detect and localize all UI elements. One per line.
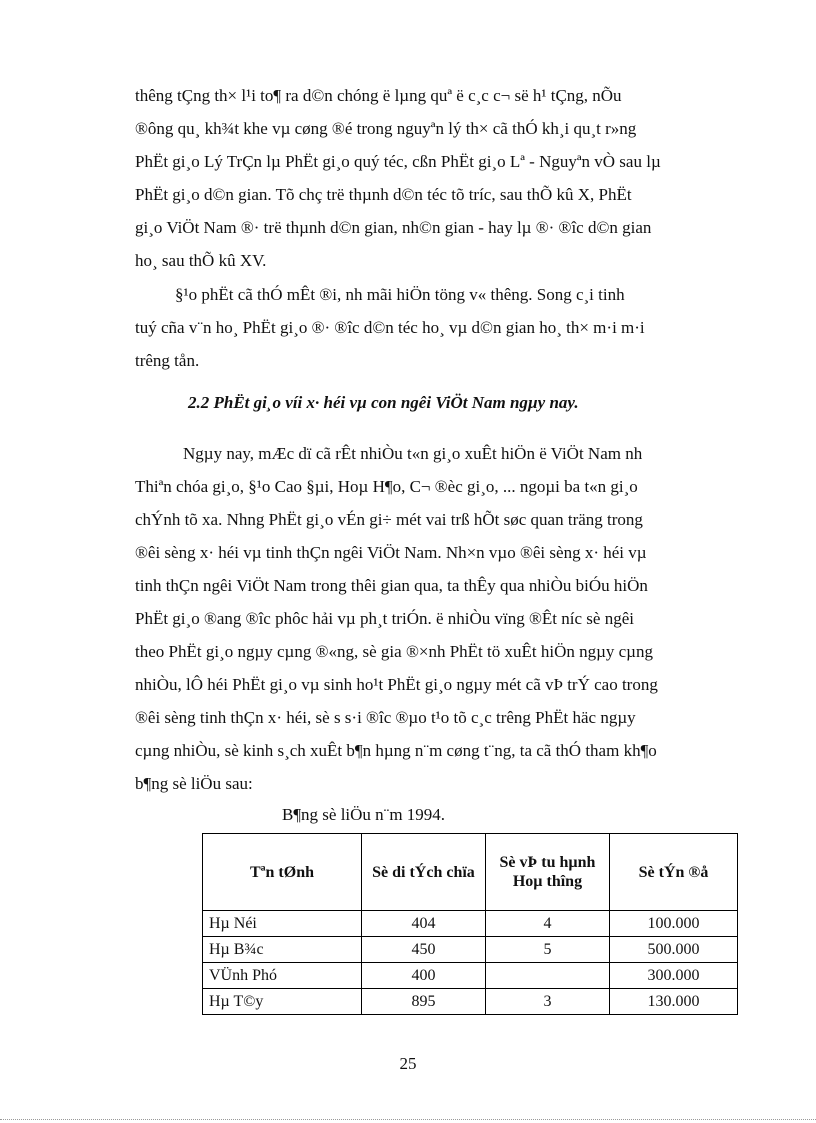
paragraph-line: Ngµy nay, mÆc dï cã rÊt nhiÒu t«n gi¸o xuÊt hiÖn ë ViÖt Nam nh	[183, 444, 643, 463]
paragraph-line: ®êi sèng tinh thÇn x· héi, sè s s·i ®îc ®µo t¹o tõ c¸c trêng PhËt häc ngµy	[135, 708, 636, 727]
page-bottom-divider	[0, 1119, 816, 1120]
cell-monks: 4	[485, 911, 609, 937]
paragraph-line: tinh thÇn ngêi ViÖt Nam trong thêi gian qua, ta thÊy qua nhiÒu biÓu hiÖn	[135, 576, 648, 595]
paragraph-line: theo PhËt gi¸o ngµy cµng ®«ng, sè gia ®×nh PhËt tö xuÊt hiÖn ngµy cµng	[135, 642, 653, 661]
cell-province: Hµ Néi	[203, 911, 362, 937]
cell-pagodas: 400	[362, 963, 486, 989]
cell-province: VÜnh Phó	[203, 963, 362, 989]
statistics-table	[202, 833, 738, 1015]
paragraph-line: PhËt gi¸o d©n gian. Tõ chç trë thµnh d©n téc tõ tríc, sau thÕ kû X, PhËt	[135, 185, 632, 204]
table-row	[203, 937, 738, 963]
header-province: Tªn tØnh	[203, 834, 362, 911]
paragraph-line: b¶ng sè liÖu sau:	[135, 774, 253, 793]
header-followers: Sè tÝn ®å	[610, 834, 738, 911]
paragraph-line: nhiÒu, lÔ héi PhËt gi¸o vµ sinh ho¹t PhËt gi¸o ngµy mét cã vÞ trÝ cao trong	[135, 675, 658, 694]
cell-monks: 3	[485, 989, 609, 1015]
section-heading: 2.2 PhËt gi¸o víi x· héi vµ con ngêi ViÖt Nam ngµy nay.	[188, 393, 579, 412]
header-pagodas: Sè di tÝch chïa	[362, 834, 486, 911]
paragraph-line: gi¸o ViÖt Nam ®· trë thµnh d©n gian, nh©n gian - hay lµ ®· ®îc d©n gian	[135, 218, 652, 237]
paragraph-1	[135, 79, 735, 277]
paragraph-3	[135, 437, 735, 800]
cell-followers: 300.000	[610, 963, 738, 989]
paragraph-line: PhËt gi¸o ®ang ®îc phôc hải vµ ph¸t triÓn. ë nhiÒu vïng ®Êt níc sè ngêi	[135, 609, 634, 628]
table-header-row	[203, 834, 738, 911]
paragraph-line: chÝnh tõ xa. Nhng PhËt gi¸o vÉn gi÷ mét vai trß hÕt søc quan träng trong	[135, 510, 643, 529]
page-number: 25	[399, 1054, 417, 1073]
paragraph-line: ®ông qu¸ kh¾t khe vµ cøng ®é trong nguyªn lý th× cã thÓ kh¸i qu¸t r»ng	[135, 119, 637, 138]
cell-followers: 500.000	[610, 937, 738, 963]
paragraph-line: tuý cña v¨n ho¸ PhËt gi¸o ®· ®îc d©n téc ho¸ vµ d©n gian ho¸ th× m·i m·i	[135, 318, 645, 337]
cell-followers: 100.000	[610, 911, 738, 937]
cell-followers: 130.000	[610, 989, 738, 1015]
table-row	[203, 989, 738, 1015]
paragraph-line: cµng nhiÒu, sè kinh s¸ch xuÊt b¶n hµng n¨m cøng t¨ng, ta cã thÓ tham kh¶o	[135, 741, 657, 760]
header-monks: Sè vÞ tu hµnh Hoµ thîng	[485, 834, 609, 911]
table-row	[203, 911, 738, 937]
cell-monks	[485, 963, 609, 989]
cell-province: Hµ T©y	[203, 989, 362, 1015]
cell-pagodas: 404	[362, 911, 486, 937]
paragraph-line: PhËt gi¸o Lý TrÇn lµ PhËt gi¸o quý téc, cßn PhËt gi¸o Lª - Nguyªn vÒ sau lµ	[135, 152, 661, 171]
table-row	[203, 963, 738, 989]
paragraph-2	[135, 278, 735, 377]
paragraph-line: Thiªn chóa gi¸o, §¹o Cao §µi, Hoµ H¶o, C¬ ®èc gi¸o, ... ngoµi ba t«n gi¸o	[135, 477, 638, 496]
paragraph-line: ho¸ sau thÕ kû XV.	[135, 251, 267, 270]
paragraph-line: thêng tÇng th× l¹i to¶ ra d©n chóng ë lµng quª ë c¸c c¬ së h¹ tÇng, nÕu	[135, 86, 622, 105]
cell-province: Hµ B¾c	[203, 937, 362, 963]
cell-pagodas: 895	[362, 989, 486, 1015]
paragraph-line: §¹o phËt cã thÓ mÊt ®i, nh mãi hiÖn töng v« thêng. Song c¸i tinh	[175, 285, 625, 304]
paragraph-line: ®êi sèng x· héi vµ tinh thÇn ngêi ViÖt Nam. Nh×n vµo ®êi sèng x· héi vµ	[135, 543, 647, 562]
cell-pagodas: 450	[362, 937, 486, 963]
table-caption: B¶ng sè liÖu n¨m 1994.	[282, 805, 446, 824]
paragraph-line: trêng tån.	[135, 351, 200, 370]
cell-monks: 5	[485, 937, 609, 963]
